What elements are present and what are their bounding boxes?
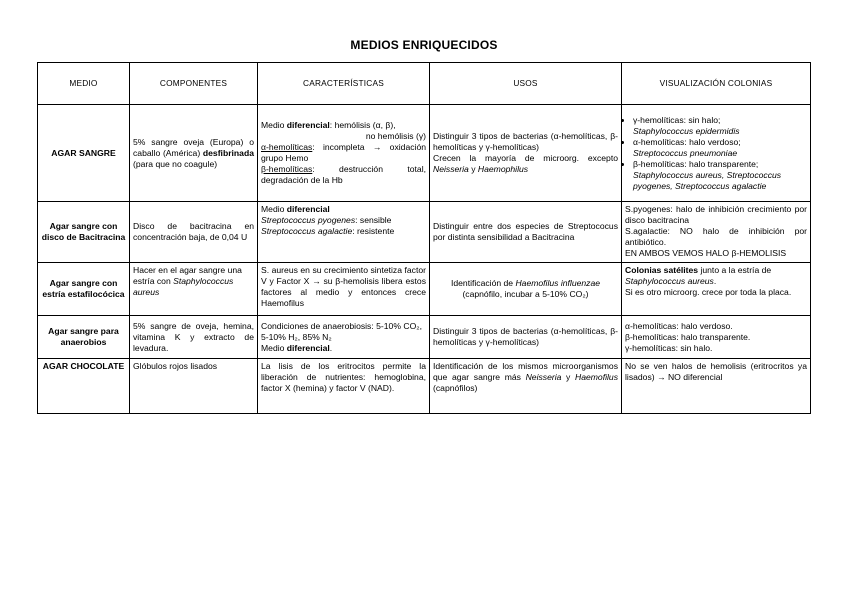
medio-cell: Agar sangre para anaerobios [38, 316, 130, 359]
header-componentes: COMPONENTES [130, 63, 258, 105]
caracteristicas-cell: S. aureus en su crecimiento sintetiza factor V y Factor X → su β-hemolisis libera estos factores al medio y entonces crece Haemofilus [258, 263, 430, 316]
componentes-cell: Glóbulos rojos lisados [130, 359, 258, 414]
medio-cell: AGAR CHOCOLATE [38, 359, 130, 414]
list-item: • γ-hemolíticas: sin halo; Staphylococcus epidermidis [633, 115, 807, 137]
componentes-cell: 5% sangre oveja (Europa) o caballo (América) desfibrinada (para que no coagule) [130, 105, 258, 202]
caracteristicas-cell: Condiciones de anaerobiosis: 5-10% CO₂, 5-10% H₂, 85% N₂ Medio diferencial. [258, 316, 430, 359]
table-row [38, 316, 811, 359]
usos-cell: Distinguir entre dos especies de Streptococus por distinta sensibilidad a Bacitracina [430, 202, 622, 263]
caracteristicas-cell: La lisis de los eritrocitos permite la liberación de nutrientes: hemoglobina, factor X (hemina) y factor V (NAD). [258, 359, 430, 414]
list-item: • β-hemolíticas: halo transparente; Staphylococcus aureus, Streptococcus pyogenes, Streptococcus agalactie [633, 159, 807, 192]
header-visualizacion: VISUALIZACIÓN COLONIAS [622, 63, 811, 105]
visualizacion-cell [622, 105, 811, 202]
header-caracteristicas: CARACTERÍSTICAS [258, 63, 430, 105]
visualizacion-cell: No se ven halos de hemolisis (eritrocritos ya lisados) → NO diferencial [622, 359, 811, 414]
table-row [38, 359, 811, 414]
header-row [38, 63, 811, 105]
usos-cell: Distinguir 3 tipos de bacterias (α-hemolíticas, β-hemolíticas y γ-hemolíticas) [430, 316, 622, 359]
caracteristicas-cell: Medio diferencial: hemólisis (α, β), no hemólisis (γ) α-hemolíticas: incompleta → oxidación grupo Hemo β-hemolíticas: destrucción total, degradación de la Hb [258, 105, 430, 202]
medio-cell: AGAR SANGRE [38, 105, 130, 202]
medio-cell: Agar sangre con disco de Bacitracina [38, 202, 130, 263]
medio-cell: Agar sangre con estría estafilocócica [38, 263, 130, 316]
media-table [37, 62, 811, 414]
header-usos: USOS [430, 63, 622, 105]
page-title: MEDIOS ENRIQUECIDOS [350, 38, 498, 52]
visualizacion-cell: α-hemolíticas: halo verdoso. β-hemolíticas: halo transparente. γ-hemolíticas: sin halo. [622, 316, 811, 359]
usos-cell: Identificación de Haemofilus influenzae (capnófilo, incubar a 5-10% CO₂) [430, 263, 622, 316]
componentes-cell: 5% sangre de oveja, hemina, vitamina K y extracto de levadura. [130, 316, 258, 359]
visualizacion-cell: Colonias satélites junto a la estría de Staphylococcus aureus. Si es otro microorg. crece por toda la placa. [622, 263, 811, 316]
caracteristicas-cell: Medio diferencial Streptococcus pyogenes: sensible Streptococcus agalactie: resistente [258, 202, 430, 263]
table-row [38, 105, 811, 202]
componentes-cell: Hacer en el agar sangre una estría con Staphylococcus aureus [130, 263, 258, 316]
componentes-cell: Disco de bacitracina en concentración baja, de 0,04 U [130, 202, 258, 263]
table-row [38, 263, 811, 316]
list-item: • α-hemolíticas: halo verdoso; Streptococcus pneumoniae [633, 137, 807, 159]
usos-cell: Distinguir 3 tipos de bacterias (α-hemolíticas, β-hemolíticas y γ-hemolíticas) Crecen la mayoría de microorg. excepto Neisseria y Haemophilus [430, 105, 622, 202]
usos-cell: Identificación de los mismos microorganismos que agar sangre más Neisseria y Haemofilus (capnófilos) [430, 359, 622, 414]
header-medio: MEDIO [38, 63, 130, 105]
visualizacion-cell: S.pyogenes: halo de inhibición crecimiento por disco bacitracina S.agalactie: NO halo de inhibición por antibiótico. EN AMBOS VEMOS HALO β-HEMOLISIS [622, 202, 811, 263]
table-row [38, 202, 811, 263]
